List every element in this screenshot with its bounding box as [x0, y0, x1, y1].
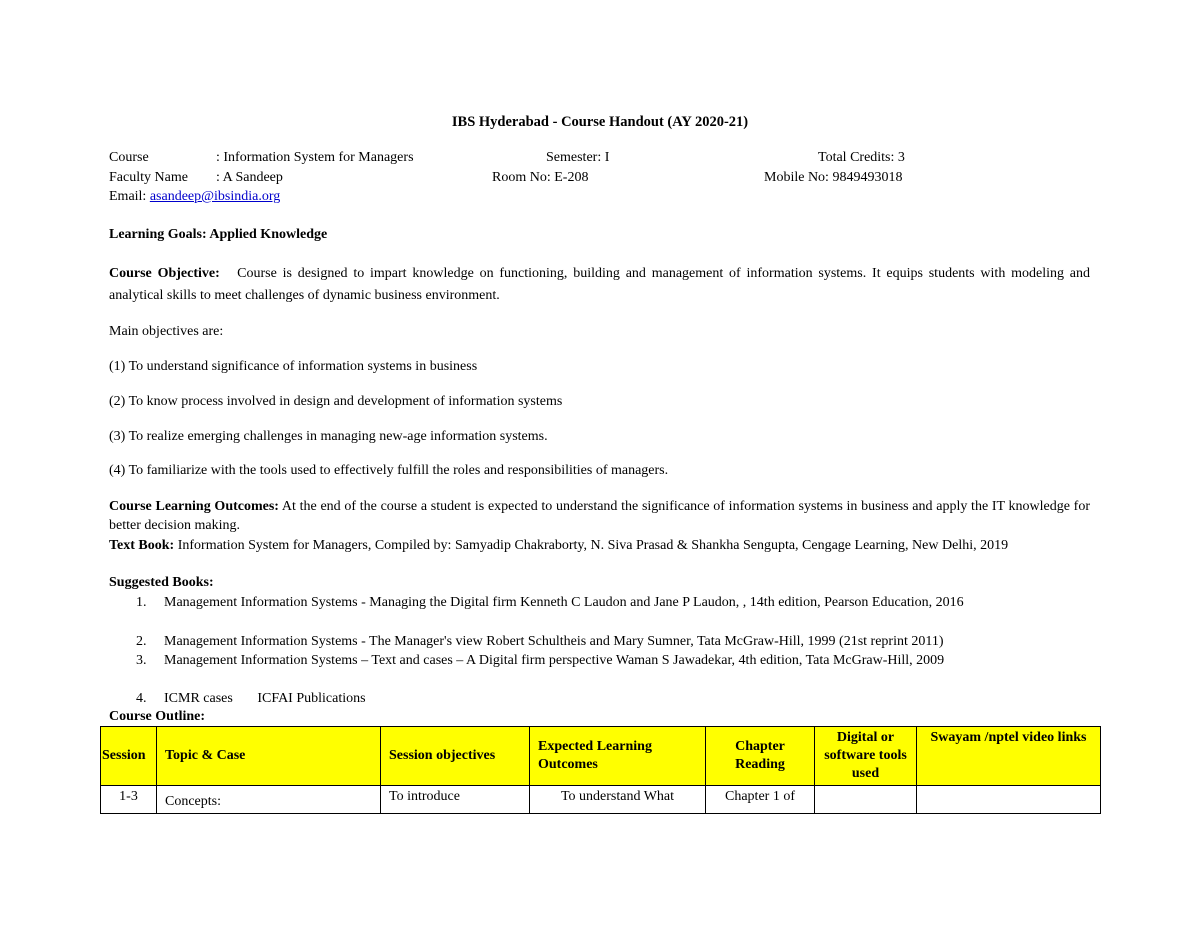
- objective-4: (4) To familiarize with the tools used to effectively fulfill the roles and responsibilities of managers.: [109, 463, 669, 478]
- total-credits: Total Credits: 3: [818, 150, 905, 165]
- learning-outcomes: [109, 497, 1090, 535]
- course-objective-text: Course is designed to impart knowledge on functioning, building and management of information systems. It equips students with modeling and analytical skills to meet challenges of dynamic business environment.: [109, 266, 1091, 303]
- list-number: 4.: [136, 691, 147, 706]
- email-label: Email:: [109, 189, 147, 204]
- cell-expected-outcomes: To understand What: [530, 786, 706, 814]
- table-row: [101, 786, 1101, 814]
- header-expected-outcomes: Expected Learning Outcomes: [530, 727, 706, 786]
- course-value: : Information System for Managers: [216, 150, 414, 165]
- header-digital-tools: Digital or software tools used: [815, 727, 917, 786]
- cell-topic: Concepts:: [157, 786, 381, 814]
- course-outline-table: [100, 726, 1101, 814]
- cell-session-objectives: To introduce: [381, 786, 530, 814]
- table-header-row: [101, 727, 1101, 786]
- semester: Semester: I: [546, 150, 610, 165]
- learning-outcomes-label: Course Learning Outcomes:: [109, 499, 279, 514]
- main-objectives-intro: Main objectives are:: [109, 324, 224, 339]
- cell-digital-tools: [815, 786, 917, 814]
- suggested-books-label: Suggested Books:: [109, 575, 214, 590]
- course-label: Course: [109, 150, 149, 165]
- list-text: Management Information Systems – Text and cases – A Digital firm perspective Waman S Jawadekar, 4th edition, Tata McGraw-Hill, 2009: [164, 653, 945, 668]
- email-link[interactable]: asandeep@ibsindia.org: [149, 189, 281, 204]
- document-title: IBS Hyderabad - Course Handout (AY 2020-21): [451, 114, 749, 130]
- header-topic: Topic & Case: [157, 727, 381, 786]
- objective-1: (1) To understand significance of information systems in business: [109, 359, 478, 374]
- cell-chapter-reading: Chapter 1 of: [706, 786, 815, 814]
- header-video-links: Swayam /nptel video links: [917, 727, 1101, 786]
- header-chapter-reading: Chapter Reading: [706, 727, 815, 786]
- email-line: [109, 188, 280, 206]
- faculty-label: Faculty Name: [109, 170, 188, 185]
- text-book-label: Text Book:: [109, 538, 175, 553]
- course-outline-label: Course Outline:: [109, 709, 206, 724]
- learning-outcomes-text: At the end of the course a student is expected to understand the significance of information systems in business and apply the IT knowledge for better decision making.: [109, 499, 1091, 533]
- list-text: ICMR cases ICFAI Publications: [164, 691, 366, 706]
- faculty-value: : A Sandeep: [216, 170, 283, 185]
- list-number: 3.: [136, 653, 147, 668]
- mobile-number: Mobile No: 9849493018: [764, 170, 903, 185]
- list-text: Management Information Systems - Managing the Digital firm Kenneth C Laudon and Jane P Laudon, , 14th edition, Pearson Education, 2016: [164, 595, 964, 610]
- learning-goals: Learning Goals: Applied Knowledge: [109, 227, 328, 242]
- objective-3: (3) To realize emerging challenges in managing new-age information systems.: [109, 429, 548, 444]
- list-text: Management Information Systems - The Manager's view Robert Schultheis and Mary Sumner, Tata McGraw-Hill, 1999 (21st reprint 2011): [164, 634, 944, 649]
- list-number: 1.: [136, 595, 147, 610]
- text-book-text: Information System for Managers, Compiled by: Samyadip Chakraborty, N. Siva Prasad & Shankha Sengupta, Cengage Learning, New Delhi, 2019: [177, 538, 1009, 553]
- objective-2: (2) To know process involved in design and development of information systems: [109, 394, 563, 409]
- text-book: [109, 536, 1090, 555]
- list-number: 2.: [136, 634, 147, 649]
- cell-session: 1-3: [101, 786, 157, 814]
- header-session: Session: [101, 727, 157, 786]
- course-objective-label: Course Objective:: [109, 266, 220, 281]
- cell-video-links: [917, 786, 1101, 814]
- course-objective: [109, 263, 1090, 307]
- header-session-objectives: Session objectives: [381, 727, 530, 786]
- room-number: Room No: E-208: [492, 170, 589, 185]
